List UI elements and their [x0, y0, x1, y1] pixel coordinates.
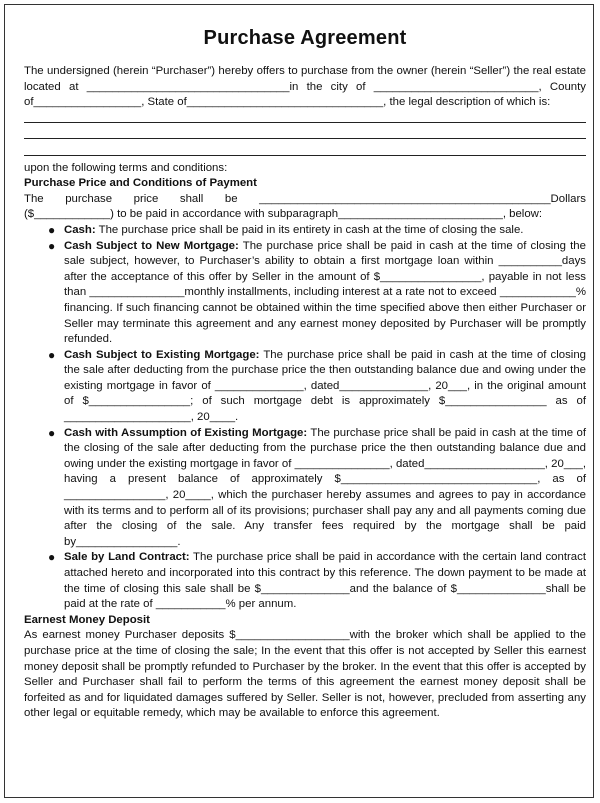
purchase-price-paragraph: The purchase price shall be ______________________________________________Dollars ($____________) to be paid in accordance with subparagraph__________________________, below:	[24, 192, 586, 221]
legal-description-line-2	[24, 127, 586, 139]
intro-paragraph: The undersigned (herein “Purchaser”) hereby offers to purchase from the owner (herein “Seller”) the real estate located at ________________________________in the city of __________________________, County of_________________, State of_______________________________, the legal description of which is:	[24, 65, 586, 109]
item-label: Cash:	[64, 223, 96, 236]
list-item	[24, 550, 586, 612]
bullet-icon: ●	[48, 238, 56, 253]
legal-description-line-3	[24, 144, 586, 156]
item-text: The purchase price shall be paid in accordance with the certain land contract attached hereto and incorporated into this contract by this reference. The down payment to be made at the time of closing this sale shall be $______________and the balance of $______________shall be paid at the rate of ___________% per annum.	[64, 551, 586, 611]
document-title: Purchase Agreement	[203, 27, 407, 49]
document-content	[24, 27, 586, 722]
earnest-money-paragraph: As earnest money Purchaser deposits $__________________with the broker which shall be applied to the purchase price at the time of closing the sale; In the event that this offer is not accepted by Seller this earnest money deposit shall be promptly refunded to Purchaser by the broker. In the event that this offer is accepted by Seller and Purchaser shall fail to perform the terms of this agreement the earnest money deposit shall be forfeited as and for liquidated damages suffered by Seller. Seller is not, however, precluded from asserting any other legal or equitable remedy, which may be available to enforce this agreement.	[24, 629, 586, 720]
item-text: The purchase price shall be paid in cash at the time of the closing of the sale after deducting from the purchase price the then outstanding balance due and owing under the existing mortgage in favor of _______________, dated___________________, 20___, having a present balance of approximately $_______________________________, as of ________________, 20____, which the purchaser hereby assumes and agrees to pay in accordance with its terms and to perform all of its provisions; purchaser shall pay any and all payments coming due after the closing of the sale. Any transfer fees required by the mortgage shall be paid by________________.	[64, 426, 586, 548]
item-label: Cash Subject to New Mortgage:	[64, 239, 239, 252]
list-item	[24, 348, 586, 426]
purchase-price-heading: Purchase Price and Conditions of Payment	[24, 177, 257, 190]
terms-intro: upon the following terms and conditions:	[24, 161, 228, 174]
item-text: The purchase price shall be paid in its entirety in cash at the time of closing the sale.	[95, 223, 524, 236]
list-item	[24, 239, 586, 348]
bullet-icon: ●	[48, 347, 56, 362]
list-item	[24, 426, 586, 551]
legal-description-line-1	[24, 111, 586, 123]
earnest-money-heading: Earnest Money Deposit	[24, 613, 150, 626]
document-page	[4, 4, 594, 798]
item-text: The purchase price shall be paid in cash at the time of closing the sale after deducting from the purchase price the then outstanding balance due and owing under the existing mortgage in favor of ______________, dated______________, 20___, in the original amount of $________________; of such mortgage debt is approximately $________________ as of ____________________, 20____.	[64, 348, 586, 424]
payment-options-list	[24, 223, 586, 613]
item-label: Cash with Assumption of Existing Mortgage:	[64, 426, 308, 439]
bullet-icon: ●	[48, 550, 56, 565]
item-label: Sale by Land Contract:	[64, 551, 190, 564]
bullet-icon: ●	[48, 425, 56, 440]
list-item	[24, 223, 586, 239]
item-label: Cash Subject to Existing Mortgage:	[64, 348, 260, 361]
item-text: The purchase price shall be paid in cash at the time of closing the sale subject, however, to Purchaser’s ability to obtain a first mortgage loan within __________days after the acceptance of this offer by Seller in the amount of $________________, payable in not less than _______________monthly installments, including interest at a rate not to exceed ____________% financing. If such financing cannot be obtained within the time specified above then either Purchaser or Seller may terminate this agreement and any earnest money deposited by Purchaser will be promptly refunded.	[64, 239, 586, 346]
bullet-icon: ●	[48, 222, 56, 237]
